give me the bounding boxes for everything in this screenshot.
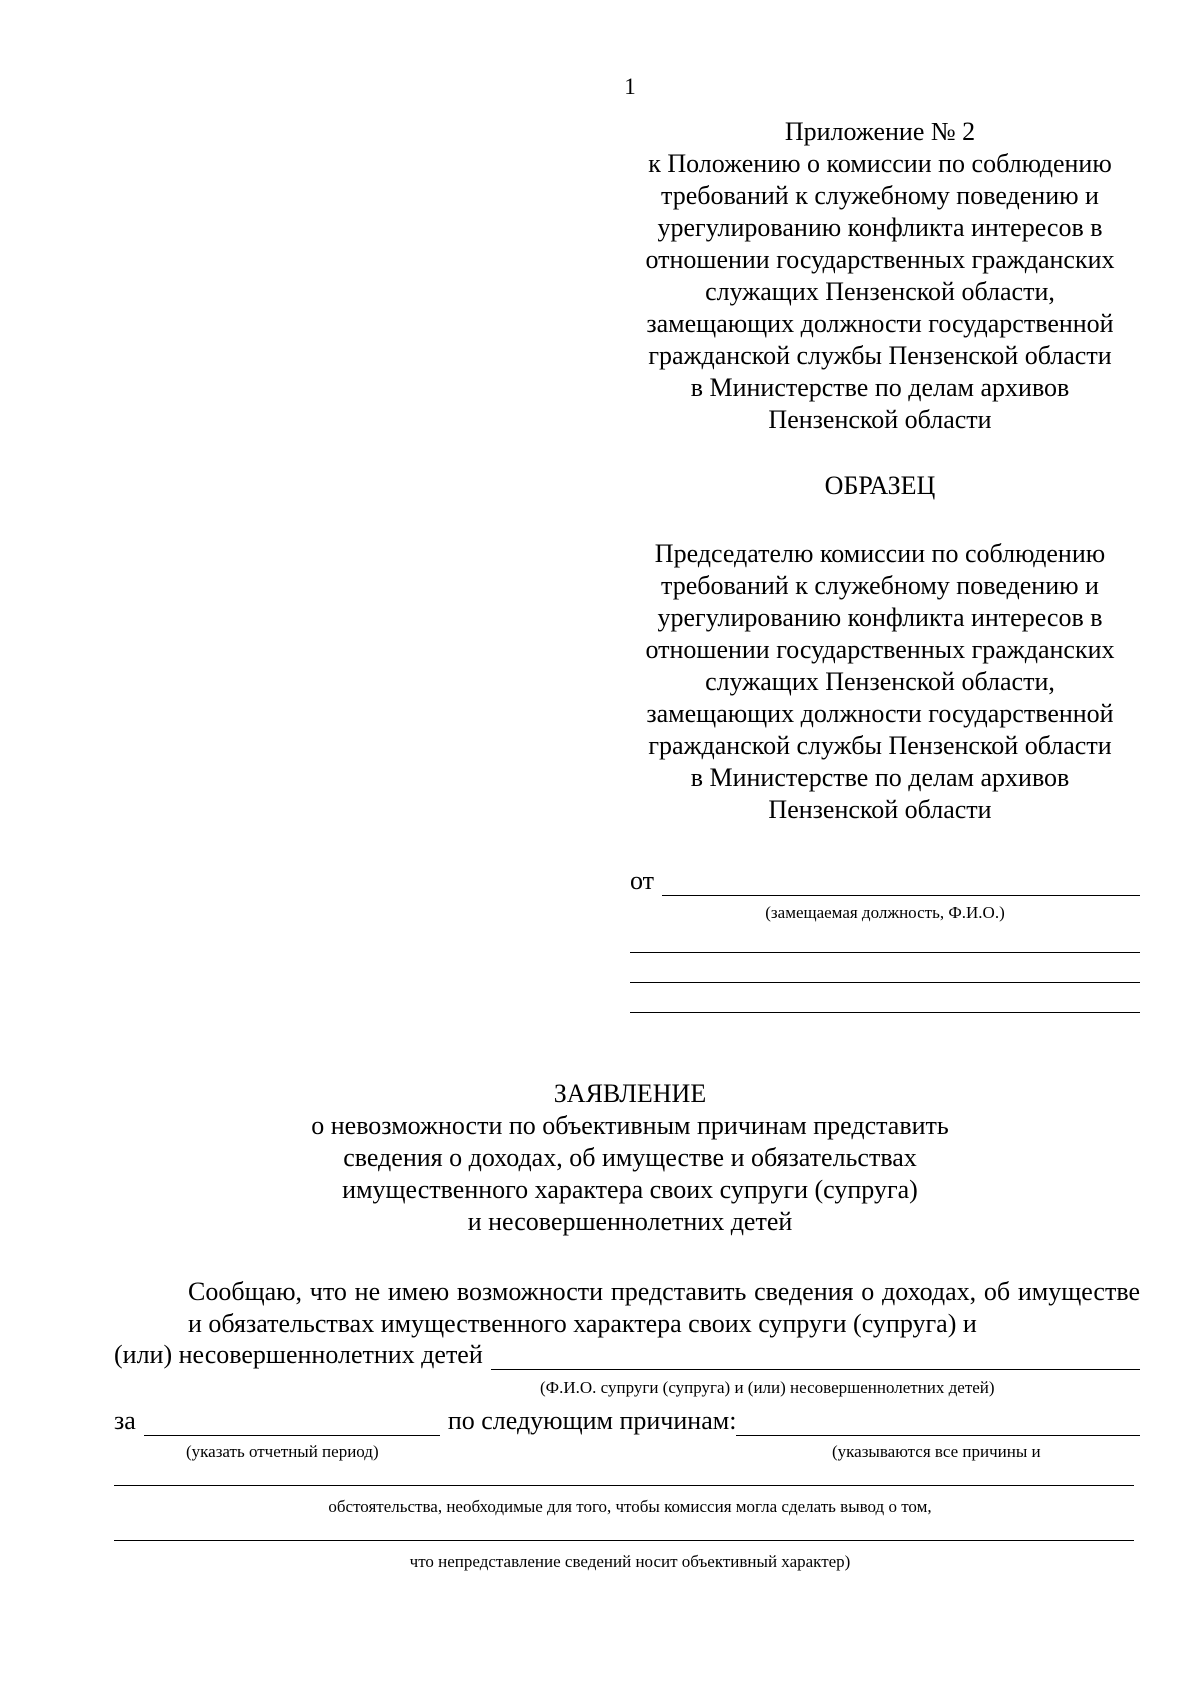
attachment-line: Приложение № 2: [784, 117, 976, 146]
from-blank-line[interactable]: [662, 871, 1140, 896]
addressee-line: гражданской службы Пензенской области: [648, 731, 1112, 760]
from-row: [630, 866, 1140, 896]
statement-subtitle-line: имущественного характера своих супруги (супруга): [342, 1175, 918, 1204]
statement-body: [114, 1276, 1140, 1340]
addressee-line: служащих Пензенской области,: [705, 667, 1055, 696]
from-blank-line-3[interactable]: [630, 982, 1140, 983]
reasons-blank-line-2[interactable]: [114, 1485, 1134, 1486]
addressee-line: требований к служебному поведению и: [661, 571, 1099, 600]
fio-blank-line[interactable]: [491, 1345, 1140, 1370]
statement-title: ЗАЯВЛЕНИЕ: [553, 1079, 707, 1108]
attachment-line: гражданской службы Пензенской области: [648, 341, 1112, 370]
statement-subtitle-line: сведения о доходах, об имуществе и обязательствах: [343, 1143, 917, 1172]
fio-row-label: (или) несовершеннолетних детей: [114, 1340, 483, 1369]
statement-subtitle-line: и несовершеннолетних детей: [467, 1207, 793, 1236]
reasons-label: по следующим причинам:: [447, 1406, 737, 1435]
fio-row: [114, 1340, 1140, 1370]
statement-body-text: Сообщаю, что не имею возможности представить сведения о доходах, об имуществе и обязательствах имущественного характера своих супруги (супруга) и: [188, 1277, 1140, 1338]
period-row: [114, 1406, 1140, 1436]
statement-subtitle-line: о невозможности по объективным причинам представить: [311, 1111, 949, 1140]
sample-label: ОБРАЗЕЦ: [824, 471, 936, 500]
attachment-line: урегулированию конфликта интересов в: [657, 213, 1103, 242]
addressee-line: Председателю комиссии по соблюдению: [654, 539, 1106, 568]
reasons-blank-line[interactable]: [736, 1411, 1140, 1436]
attachment-line: к Положению о комиссии по соблюдению: [648, 149, 1112, 178]
attachment-line: замещающих должности государственной: [646, 309, 1114, 338]
addressee-line: Пензенской области: [768, 795, 992, 824]
statement-title-block: [120, 1078, 1140, 1238]
attachment-line: отношении государственных гражданских: [645, 245, 1115, 274]
addressee-line: в Министерстве по делам архивов: [690, 763, 1070, 792]
attachment-header: [620, 116, 1140, 436]
attachment-line: в Министерстве по делам архивов: [690, 373, 1070, 402]
period-blank-line[interactable]: [144, 1411, 440, 1436]
fio-caption: (Ф.И.О. супруги (супруга) и (или) несовершеннолетних детей): [540, 1378, 995, 1397]
attachment-line: служащих Пензенской области,: [705, 277, 1055, 306]
from-blank-line-2[interactable]: [630, 952, 1140, 953]
from-blank-line-4[interactable]: [630, 1012, 1140, 1013]
reasons-caption-3: что непредставление сведений носит объективный характер): [409, 1552, 851, 1571]
from-label: от: [630, 866, 655, 895]
attachment-line: Пензенской области: [768, 405, 992, 434]
period-prefix: за: [114, 1406, 136, 1435]
attachment-line: требований к служебному поведению и: [661, 181, 1099, 210]
addressee-block: [620, 538, 1140, 826]
page-number: 1: [624, 74, 636, 99]
addressee-line: урегулированию конфликта интересов в: [657, 603, 1103, 632]
period-caption: (указать отчетный период): [186, 1442, 379, 1461]
reasons-caption-1: (указываются все причины и: [832, 1442, 1041, 1461]
addressee-line: отношении государственных гражданских: [645, 635, 1115, 664]
addressee-line: замещающих должности государственной: [646, 699, 1114, 728]
reasons-blank-line-3[interactable]: [114, 1540, 1134, 1541]
from-caption: (замещаемая должность, Ф.И.О.): [765, 903, 1005, 922]
reasons-caption-2: обстоятельства, необходимые для того, чтобы комиссия могла сделать вывод о том,: [328, 1497, 932, 1516]
